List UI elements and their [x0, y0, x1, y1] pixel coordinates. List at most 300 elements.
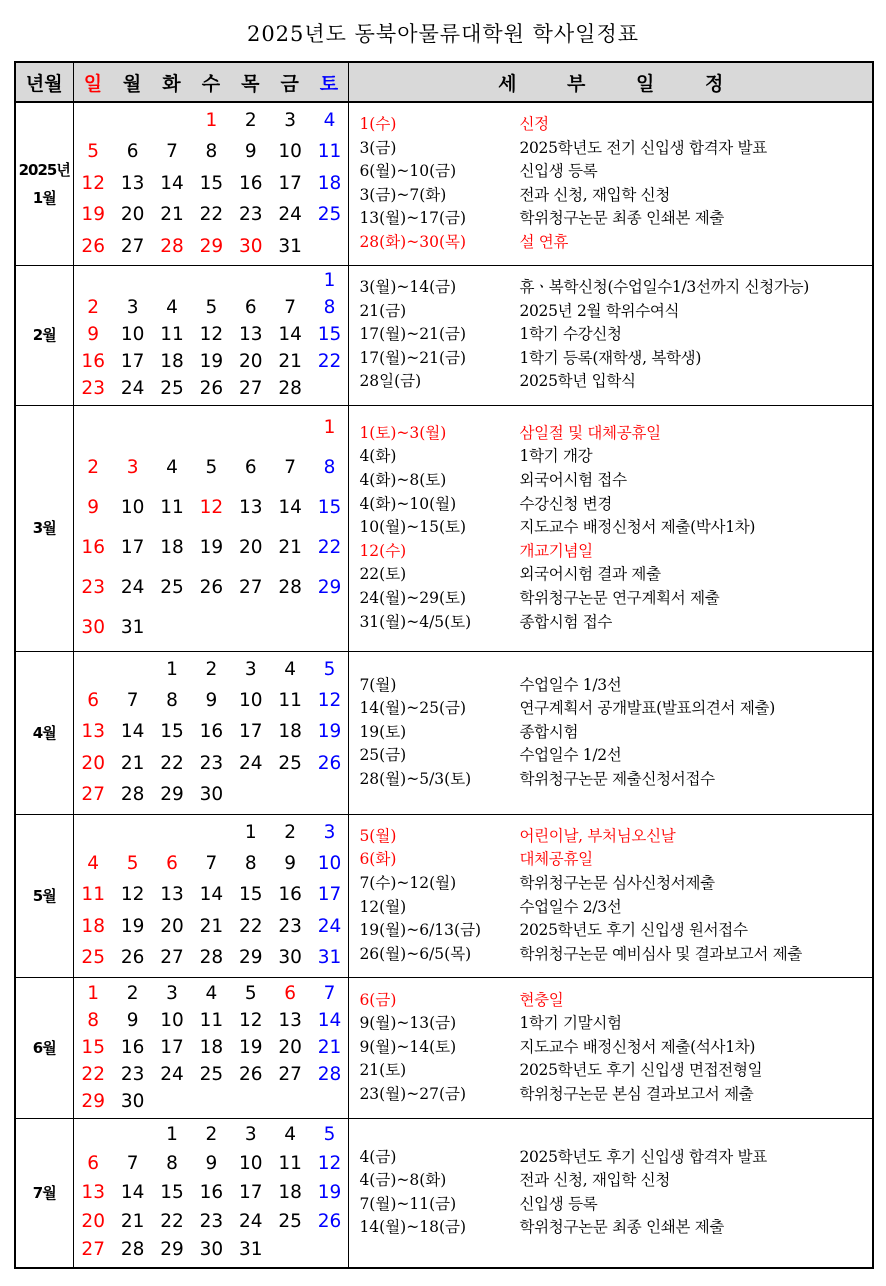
day-cell-sun: 22 [81, 1063, 105, 1085]
week-row [74, 688, 349, 714]
month-label [15, 977, 73, 1118]
day-cell-sun: 5 [87, 141, 100, 163]
day-cell-tue: 13 [160, 884, 184, 906]
day-cell-sun: 13 [81, 721, 105, 743]
week-row [74, 1008, 349, 1034]
month-events [349, 405, 873, 651]
day-cell-thu: 6 [244, 297, 257, 319]
event-date: 7(월) [359, 675, 397, 694]
week-row [74, 202, 349, 228]
month-calendar-grid [73, 1118, 349, 1268]
day-cell-mon: 6 [126, 141, 139, 163]
academic-calendar-table [14, 61, 874, 1269]
day-cell-sun: 6 [87, 690, 100, 712]
event-item [349, 276, 872, 300]
event-item [349, 768, 872, 792]
event-date: 7(월)~11(금) [359, 1194, 457, 1213]
event-date: 28(월)~5/3(토) [359, 769, 472, 788]
day-cell-tue: 4 [166, 297, 178, 319]
week-row [74, 455, 349, 481]
day-cell-fri: 24 [278, 204, 302, 226]
week-row [74, 171, 349, 197]
day-cell-sat: 12 [317, 690, 342, 712]
event-text: 외국어시험 결과 제출 [519, 565, 661, 584]
day-cell-mon: 14 [120, 721, 145, 743]
empty-day-cell [74, 268, 113, 294]
day-cell-sun: 15 [81, 1036, 105, 1058]
day-cell-thu: 8 [244, 853, 257, 875]
event-item [349, 207, 872, 231]
day-cell-fri: 10 [278, 141, 302, 163]
day-cell-sat: 31 [317, 947, 342, 969]
header-sunday: 일 [73, 62, 112, 102]
day-cell-thu: 26 [238, 1063, 263, 1085]
empty-day-cell [192, 820, 231, 846]
event-text: 수업일수 1/3선 [519, 675, 622, 694]
page-title: 2025년도 동북아물류대학원 학사일정표 [246, 22, 640, 46]
event-date: 4(화)~8(토) [359, 471, 447, 490]
empty-day-cell [270, 615, 309, 641]
month-events [349, 102, 873, 265]
day-cell-tue: 15 [160, 721, 184, 743]
day-cell-mon: 21 [120, 1210, 145, 1232]
day-cell-sun: 23 [81, 377, 105, 399]
day-cell-sun: 30 [81, 617, 105, 638]
event-text: 수업일수 1/2선 [519, 746, 622, 765]
empty-day-cell [192, 615, 231, 641]
day-cell-tue: 1 [166, 658, 178, 680]
day-cell-sun: 1 [87, 982, 100, 1004]
empty-day-cell [310, 1237, 349, 1263]
day-cell-wed: 22 [199, 204, 224, 226]
day-cell-fri: 23 [278, 915, 302, 937]
day-cell-thu: 5 [244, 982, 257, 1004]
day-cell-sat: 19 [317, 721, 342, 743]
day-cell-sun: 20 [81, 1210, 105, 1232]
day-cell-sat: 5 [323, 1124, 336, 1146]
day-cell-fri: 25 [278, 1210, 302, 1232]
week-row [74, 820, 349, 846]
event-date: 3(월)~14(금) [359, 278, 457, 297]
day-cell-tue: 3 [166, 982, 178, 1004]
empty-day-cell [310, 782, 349, 808]
day-cell-sun: 26 [81, 235, 105, 257]
day-cell-fri: 20 [278, 1036, 302, 1058]
header-saturday: 토 [309, 62, 349, 102]
event-text: 신입생 등록 [519, 162, 598, 181]
day-cell-fri: 27 [278, 1063, 302, 1085]
day-cell-fri: 14 [278, 497, 302, 518]
event-text: 전과 신청, 재입학 신청 [519, 1171, 671, 1190]
day-cell-fri: 11 [278, 1152, 302, 1174]
event-text: 신정 [519, 114, 549, 133]
empty-day-cell [192, 1089, 231, 1115]
day-cell-sun: 29 [81, 1090, 105, 1112]
event-item [349, 1036, 872, 1060]
month-events [349, 814, 873, 977]
day-cell-sat: 19 [317, 1181, 342, 1203]
event-text: 2025년 2월 학위수여식 [519, 301, 680, 320]
day-cell-wed: 26 [199, 377, 224, 399]
event-item [349, 493, 872, 517]
month-label [15, 651, 73, 814]
event-text: 대체공휴일 [519, 850, 593, 869]
day-cell-wed: 8 [205, 141, 218, 163]
event-item [349, 721, 872, 745]
day-cell-wed: 1 [205, 109, 218, 131]
day-cell-sat: 26 [317, 1210, 342, 1232]
empty-day-cell [270, 268, 309, 294]
week-row [74, 108, 349, 134]
month-label [15, 814, 73, 977]
day-cell-fri: 30 [278, 947, 302, 969]
day-cell-tue: 28 [160, 235, 184, 257]
day-cell-mon: 10 [120, 323, 145, 345]
event-text: 2025학년도 전기 신입생 합격자 발표 [519, 138, 767, 157]
event-item [349, 1169, 872, 1193]
week-row [74, 495, 349, 521]
event-text: 학위청구논문 심사신청서제출 [519, 873, 715, 892]
day-cell-sun: 13 [81, 1181, 105, 1203]
event-item [349, 370, 872, 394]
empty-day-cell [152, 820, 191, 846]
day-cell-wed: 25 [199, 1063, 224, 1085]
day-cell-thu: 17 [238, 721, 263, 743]
day-cell-wed: 5 [205, 297, 218, 319]
month-row [15, 102, 873, 265]
event-item [349, 896, 872, 920]
day-cell-tue: 18 [160, 350, 184, 372]
event-date: 4(화) [359, 447, 397, 466]
day-cell-fri: 16 [278, 884, 302, 906]
day-cell-tue: 8 [166, 1152, 178, 1174]
week-row [74, 295, 349, 321]
day-cell-sat: 28 [317, 1063, 342, 1085]
day-cell-wed: 16 [199, 1181, 224, 1203]
empty-day-cell [74, 415, 113, 441]
event-date: 6(화) [359, 850, 397, 869]
empty-day-cell [113, 1122, 152, 1148]
day-cell-fri: 13 [278, 1009, 302, 1031]
month-label-line: 2025년 [18, 160, 70, 179]
day-cell-mon: 17 [120, 350, 145, 372]
day-cell-sat: 18 [317, 172, 342, 194]
month-row [15, 651, 873, 814]
day-cell-mon: 7 [126, 690, 139, 712]
event-date: 6(금) [359, 990, 397, 1009]
event-item [349, 516, 872, 540]
day-cell-sat: 15 [317, 323, 342, 345]
month-events [349, 1118, 873, 1268]
week-row [74, 535, 349, 561]
day-cell-sat: 25 [317, 204, 342, 226]
week-row [74, 782, 349, 808]
event-date: 4(금) [359, 1147, 397, 1166]
event-date: 21(토) [359, 1061, 407, 1080]
event-text: 1학기 등록(재학생, 복학생) [519, 348, 702, 367]
day-cell-fri: 18 [278, 1181, 302, 1203]
event-text: 학위청구논문 제출신청서접수 [519, 769, 715, 788]
event-item [349, 1193, 872, 1217]
day-cell-sat: 21 [317, 1036, 342, 1058]
day-cell-mon: 26 [120, 947, 145, 969]
day-cell-thu: 13 [238, 497, 263, 518]
event-text: 신입생 등록 [519, 1194, 598, 1213]
day-cell-tue: 15 [160, 1181, 184, 1203]
day-cell-sun: 9 [87, 497, 100, 518]
event-text: 수강신청 변경 [519, 494, 613, 513]
day-cell-mon: 27 [120, 235, 145, 257]
day-cell-tue: 25 [160, 577, 184, 598]
day-cell-tue: 29 [160, 784, 184, 806]
month-calendar-grid [73, 102, 349, 265]
event-date: 4(화)~10(월) [359, 494, 457, 513]
day-cell-wed: 12 [199, 497, 224, 518]
event-text: 2025학년 입학식 [519, 372, 636, 391]
empty-day-cell [152, 615, 191, 641]
event-text: 개교기념일 [519, 541, 593, 560]
event-date: 10(월)~15(토) [359, 518, 467, 537]
day-cell-mon: 7 [126, 1152, 139, 1174]
event-date: 31(월)~4/5(토) [359, 612, 472, 631]
week-row [74, 1089, 349, 1115]
day-cell-sat: 22 [317, 537, 342, 558]
day-cell-sat: 17 [317, 884, 342, 906]
day-cell-mon: 3 [126, 457, 139, 478]
week-row [74, 322, 349, 348]
event-text: 학위청구논문 연구계획서 제출 [519, 588, 720, 607]
event-item [349, 611, 872, 635]
day-cell-mon: 24 [120, 577, 145, 598]
event-date: 28일(금) [359, 372, 422, 391]
day-cell-fri: 18 [278, 721, 302, 743]
header-monday: 월 [112, 62, 151, 102]
month-events [349, 265, 873, 405]
event-date: 24(월)~29(토) [359, 588, 467, 607]
day-cell-sat: 1 [323, 417, 336, 438]
day-cell-thu: 12 [238, 1009, 263, 1031]
day-cell-sun: 16 [81, 350, 105, 372]
event-date: 12(수) [359, 541, 407, 560]
event-item [349, 347, 872, 371]
empty-day-cell [270, 1089, 309, 1115]
day-cell-sun: 2 [87, 297, 100, 319]
event-text: 수업일수 2/3선 [519, 897, 622, 916]
event-date: 6(월)~10(금) [359, 162, 457, 181]
day-cell-wed: 12 [199, 323, 224, 345]
event-text: 종합시험 접수 [519, 612, 613, 631]
day-cell-thu: 19 [238, 1036, 263, 1058]
day-cell-tue: 22 [160, 752, 184, 774]
event-item [349, 231, 872, 255]
empty-day-cell [310, 615, 349, 641]
day-cell-wed: 5 [205, 457, 218, 478]
event-item [349, 1146, 872, 1170]
header-tuesday: 화 [152, 62, 191, 102]
day-cell-sun: 8 [87, 1009, 100, 1031]
day-cell-wed: 9 [205, 690, 218, 712]
day-cell-mon: 21 [120, 752, 145, 774]
week-row [74, 945, 349, 971]
week-row [74, 1151, 349, 1177]
day-cell-tue: 11 [160, 323, 184, 345]
week-row [74, 1062, 349, 1088]
day-cell-thu: 20 [238, 537, 263, 558]
event-text: 연구계획서 공개발표(발표의견서 제출) [519, 699, 775, 718]
event-text: 지도교수 배정신청서 제출(박사1차) [519, 518, 756, 537]
day-cell-thu: 16 [238, 172, 263, 194]
day-cell-thu: 10 [238, 1152, 263, 1174]
day-cell-thu: 3 [244, 658, 257, 680]
day-cell-mon: 14 [120, 1181, 145, 1203]
day-cell-thu: 20 [238, 350, 263, 372]
day-cell-sat: 24 [317, 915, 342, 937]
event-item [349, 1012, 872, 1036]
day-cell-thu: 1 [244, 821, 257, 843]
day-cell-wed: 30 [199, 1239, 224, 1261]
empty-day-cell [192, 268, 231, 294]
event-date: 23(월)~27(금) [359, 1084, 467, 1103]
event-date: 1(수) [359, 114, 397, 133]
event-item [349, 422, 872, 446]
event-text: 학위청구논문 본심 결과보고서 제출 [519, 1084, 754, 1103]
empty-day-cell [231, 268, 270, 294]
day-cell-thu: 30 [238, 235, 263, 257]
empty-day-cell [113, 415, 152, 441]
empty-day-cell [231, 1089, 270, 1115]
event-text: 학위청구논문 최종 인쇄본 제출 [519, 209, 725, 228]
event-date: 26(월)~6/5(목) [359, 944, 472, 963]
day-cell-tue: 27 [160, 947, 184, 969]
day-cell-sat: 12 [317, 1152, 342, 1174]
day-cell-sun: 4 [87, 853, 100, 875]
day-cell-thu: 23 [238, 204, 263, 226]
header-friday: 금 [270, 62, 309, 102]
day-cell-wed: 29 [199, 235, 224, 257]
day-cell-wed: 2 [205, 1124, 218, 1146]
day-cell-tue: 1 [166, 1124, 178, 1146]
week-row [74, 234, 349, 260]
header-detail: 세 부 일 정 [349, 62, 873, 102]
day-cell-mon: 23 [120, 1063, 145, 1085]
empty-day-cell [113, 820, 152, 846]
event-item [349, 160, 872, 184]
day-cell-mon: 2 [126, 982, 139, 1004]
empty-day-cell [270, 1237, 309, 1263]
day-cell-sun: 11 [81, 884, 105, 906]
event-text: 1학기 개강 [519, 447, 593, 466]
empty-day-cell [310, 376, 349, 402]
day-cell-sat: 4 [323, 109, 336, 131]
day-cell-thu: 13 [238, 323, 263, 345]
day-cell-thu: 6 [244, 457, 257, 478]
event-item [349, 825, 872, 849]
empty-day-cell [74, 1122, 113, 1148]
day-cell-wed: 19 [199, 537, 224, 558]
month-row [15, 814, 873, 977]
day-cell-fri: 2 [284, 821, 297, 843]
event-item [349, 184, 872, 208]
month-row [15, 977, 873, 1118]
week-row [74, 1209, 349, 1235]
event-text: 학위청구논문 최종 인쇄본 제출 [519, 1218, 725, 1237]
day-cell-wed: 9 [205, 1152, 218, 1174]
day-cell-fri: 7 [284, 457, 297, 478]
event-date: 19(토) [359, 722, 407, 741]
event-item [349, 300, 872, 324]
day-cell-tue: 22 [160, 1210, 184, 1232]
empty-day-cell [231, 615, 270, 641]
week-row [74, 415, 349, 441]
event-date: 3(금)~7(화) [359, 185, 447, 204]
month-label-line: 1월 [32, 188, 56, 207]
day-cell-wed: 28 [199, 947, 224, 969]
day-cell-mon: 20 [120, 204, 145, 226]
week-row [74, 851, 349, 877]
month-label-line: 2월 [32, 326, 56, 344]
day-cell-wed: 23 [199, 1210, 224, 1232]
event-text: 2025학년도 후기 신입생 원서접수 [519, 921, 748, 940]
event-date: 1(토)~3(월) [359, 423, 447, 442]
week-row [74, 615, 349, 641]
empty-day-cell [113, 657, 152, 683]
day-cell-tue: 20 [160, 915, 184, 937]
week-row [74, 376, 349, 402]
header-thursday: 목 [231, 62, 270, 102]
week-row [74, 1035, 349, 1061]
day-cell-fri: 21 [278, 350, 302, 372]
event-item [349, 445, 872, 469]
week-row [74, 139, 349, 165]
day-cell-thu: 10 [238, 690, 263, 712]
week-row [74, 914, 349, 940]
day-cell-thu: 24 [238, 1210, 263, 1232]
week-row [74, 1237, 349, 1263]
event-item [349, 872, 872, 896]
day-cell-sun: 23 [81, 577, 105, 598]
month-label-line: 7월 [32, 1183, 56, 1202]
event-item [349, 744, 872, 768]
event-text: 휴ㆍ복학신청(수업일수1/3선까지 신청가능) [519, 278, 810, 297]
event-date: 9(월)~13(금) [359, 1014, 457, 1033]
day-cell-sun: 12 [81, 172, 105, 194]
event-item [349, 697, 872, 721]
day-cell-wed: 2 [205, 658, 218, 680]
event-date: 17(월)~21(금) [359, 325, 467, 344]
day-cell-tue: 21 [160, 204, 184, 226]
event-date: 13(월)~17(금) [359, 209, 467, 228]
empty-day-cell [74, 108, 113, 134]
month-label [15, 265, 73, 405]
event-text: 현충일 [519, 990, 564, 1009]
week-row [74, 719, 349, 745]
week-row [74, 751, 349, 777]
day-cell-fri: 6 [284, 982, 297, 1004]
header-month: 년월 [15, 62, 73, 102]
empty-day-cell [152, 1089, 191, 1115]
event-item [349, 540, 872, 564]
day-cell-fri: 14 [278, 323, 302, 345]
day-cell-sun: 25 [81, 947, 105, 969]
day-cell-tue: 29 [160, 1239, 184, 1261]
event-date: 22(토) [359, 565, 407, 584]
event-item [349, 943, 872, 967]
event-text: 전과 신청, 재입학 신청 [519, 185, 671, 204]
event-date: 14(월)~25(금) [359, 699, 467, 718]
event-item [349, 848, 872, 872]
day-cell-sat: 1 [323, 270, 336, 292]
day-cell-mon: 10 [120, 497, 145, 518]
